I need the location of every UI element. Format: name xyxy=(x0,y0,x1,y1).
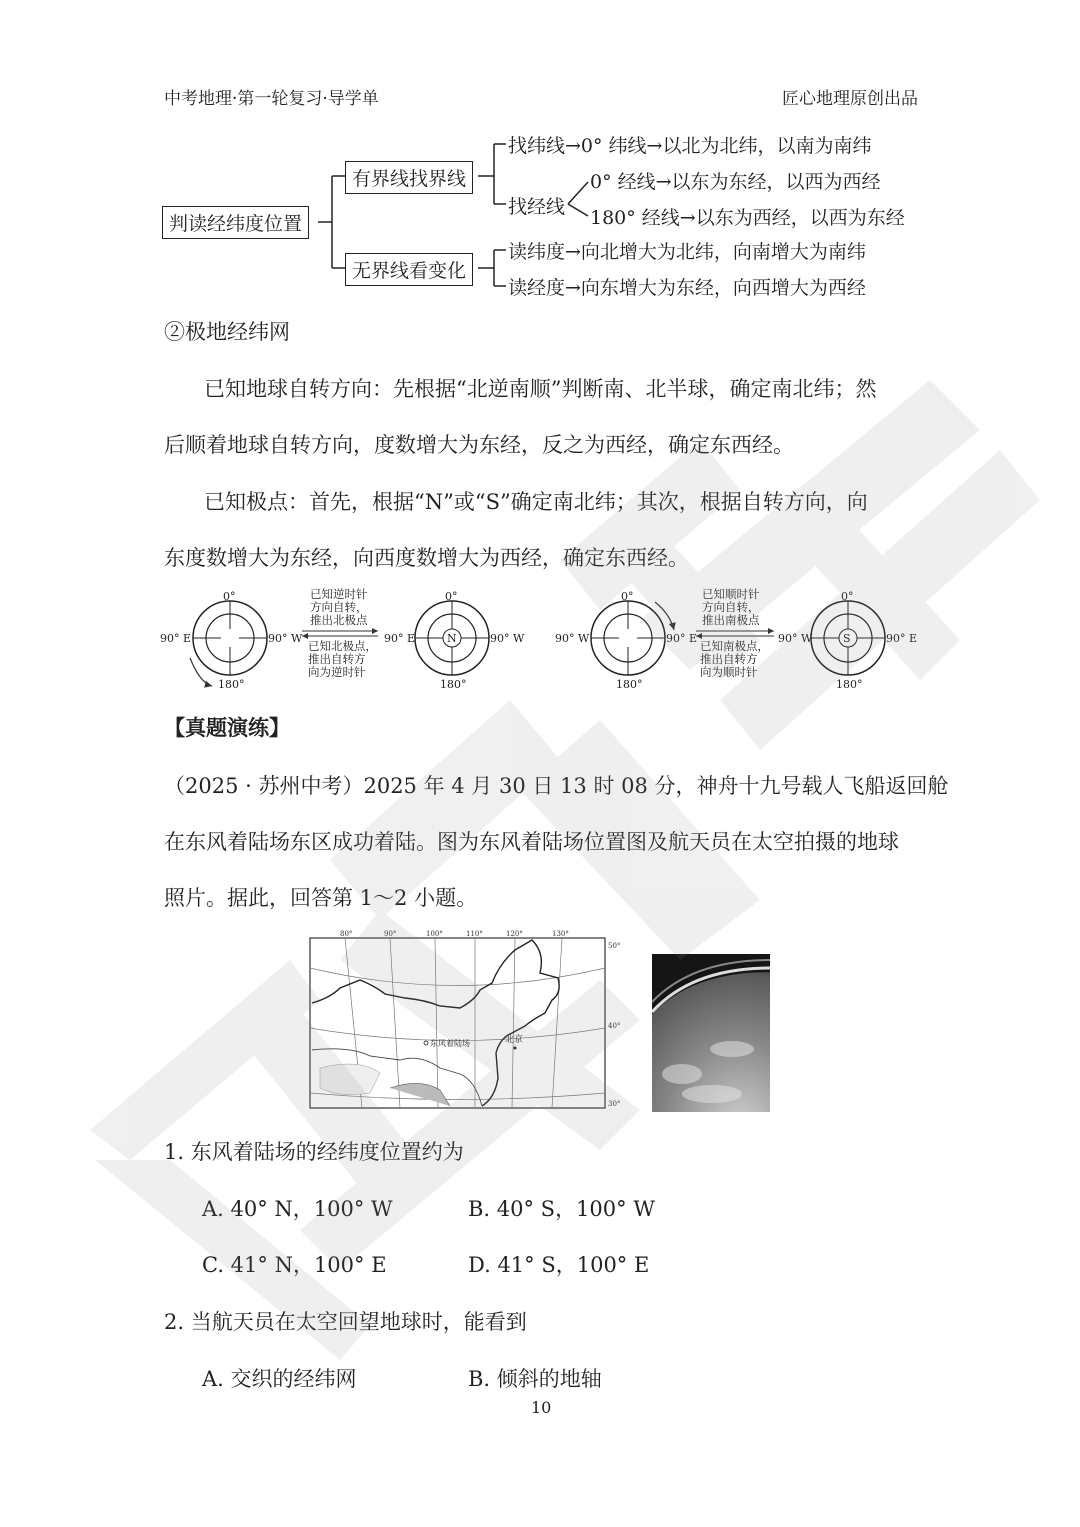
map-lon-90: 90° xyxy=(384,930,397,938)
circle2-left: 90° E xyxy=(384,632,416,645)
mindmap-read-longitude: 读经度→向东增大为东经，向西增大为西经 xyxy=(508,277,866,299)
polar-grid-diagram xyxy=(150,588,930,698)
mindmap-root: 判读经纬度位置 xyxy=(162,206,309,239)
circle2-top: 0° xyxy=(445,590,458,603)
arrow1-bottom-2: 推出自转方 xyxy=(308,652,366,666)
mindmap-branch-bounded: 有界线找界线 xyxy=(345,161,473,194)
arrow2-bottom-3: 向为顺时针 xyxy=(700,665,758,679)
paragraph-pole-line2: 东度数增大为东经，向西度数增大为西经，确定东西经。 xyxy=(164,546,689,570)
south-pole-label: S xyxy=(843,632,851,645)
map-city-label: 北京 xyxy=(505,1035,524,1045)
map-lon-100: 100° xyxy=(426,930,443,938)
question-1-option-a[interactable]: A. 40° N，100° W xyxy=(202,1197,393,1221)
mindmap-read-latitude: 读纬度→向北增大为北纬，向南增大为南纬 xyxy=(508,241,866,263)
arrow2-bottom-1: 已知南极点， xyxy=(700,639,769,653)
question-2-option-a[interactable]: A. 交织的经纬网 xyxy=(202,1367,357,1391)
mindmap-branch-unbounded: 无界线看变化 xyxy=(345,253,473,286)
mindmap-180-meridian-rule: 180° 经线→以东为西经，以西为东经 xyxy=(590,207,905,229)
arrow2-bottom-2: 推出自转方 xyxy=(700,652,758,666)
circle2-right: 90° W xyxy=(490,632,525,645)
practice-intro-line3: 照片。据此，回答第 1～2 小题。 xyxy=(164,886,478,910)
circle4-right: 90° E xyxy=(886,632,918,645)
circle1-right: 90° W xyxy=(268,632,303,645)
map-lat-50: 50° xyxy=(608,942,621,950)
mindmap-latitude-rule: 找纬线→0° 纬线→以北为北纬，以南为南纬 xyxy=(508,135,872,157)
arrow1-top-2: 方向自转， xyxy=(310,600,368,614)
polar-circle-south xyxy=(778,590,917,691)
practice-intro-line1: （2025 · 苏州中考）2025 年 4 月 30 日 13 时 08 分，神舟十九号载人飞船返回舱 xyxy=(164,774,949,798)
header-left: 中考地理·第一轮复习·导学单 xyxy=(164,89,379,109)
question-2-stem: 2. 当航天员在太空回望地球时，能看到 xyxy=(164,1310,527,1334)
question-1-option-d[interactable]: D. 41° S，100° E xyxy=(468,1253,650,1277)
circle4-bottom: 180° xyxy=(836,678,863,691)
map-site-label: 东风着陆场 xyxy=(430,1039,470,1048)
mindmap-longitude-label: 找经线 xyxy=(508,196,566,218)
question-1-option-b[interactable]: B. 40° S，100° W xyxy=(468,1197,655,1221)
section-title-polar-grid: ②极地经纬网 xyxy=(164,320,290,344)
circle3-right: 90° E xyxy=(666,632,698,645)
arrow1-bottom-1: 已知北极点， xyxy=(308,639,377,653)
map-lat-30: 30° xyxy=(608,1100,621,1108)
arrow2-top-3: 推出南极点 xyxy=(702,613,760,627)
page-number: 10 xyxy=(531,1398,552,1417)
circle2-bottom: 180° xyxy=(440,678,467,691)
mindmap-prime-meridian-rule: 0° 经线→以东为东经，以西为西经 xyxy=(590,171,881,193)
paragraph-rotation-line1: 已知地球自转方向：先根据“北逆南顺”判断南、北半球，确定南北纬；然 xyxy=(204,377,877,401)
landing-site-map xyxy=(300,928,630,1114)
paragraph-rotation-line2: 后顺着地球自转方向，度数增大为东经，反之为西经，确定东西经。 xyxy=(164,433,794,457)
polar-circle-north xyxy=(384,590,525,691)
map-lon-120: 120° xyxy=(506,930,523,938)
circle3-left: 90° W xyxy=(555,632,590,645)
polar-circle-right-1 xyxy=(555,590,697,691)
circle4-top: 0° xyxy=(841,590,854,603)
map-lat-40: 40° xyxy=(608,1022,621,1030)
circle3-bottom: 180° xyxy=(616,678,643,691)
map-lon-110: 110° xyxy=(466,930,483,938)
map-lon-80: 80° xyxy=(340,930,353,938)
polar-circle-left-1 xyxy=(160,590,303,691)
arrow2-top-1: 已知顺时针 xyxy=(702,588,760,601)
arrow1-bottom-3: 向为逆时针 xyxy=(308,665,366,679)
practice-intro-line2: 在东风着陆场东区成功着陆。图为东风着陆场位置图及航天员在太空拍摄的地球 xyxy=(164,830,899,854)
question-1-option-c[interactable]: C. 41° N，100° E xyxy=(202,1253,387,1277)
earth-from-space-photo xyxy=(652,954,770,1112)
question-1-stem: 1. 东风着陆场的经纬度位置约为 xyxy=(164,1140,464,1164)
arrow1-top-3: 推出北极点 xyxy=(310,613,368,627)
map-lon-130: 130° xyxy=(552,930,569,938)
header-right: 匠心地理原创出品 xyxy=(782,89,918,109)
paragraph-pole-line1: 已知极点：首先，根据“N”或“S”确定南北纬；其次，根据自转方向，向 xyxy=(204,490,868,514)
practice-title: 【真题演练】 xyxy=(164,715,290,740)
question-2-option-b[interactable]: B. 倾斜的地轴 xyxy=(468,1367,602,1391)
circle1-left: 90° E xyxy=(160,632,192,645)
circle1-bottom: 180° xyxy=(218,678,245,691)
circle4-left: 90° W xyxy=(778,632,813,645)
circle3-top: 0° xyxy=(621,590,634,603)
north-pole-label: N xyxy=(447,632,457,645)
arrow2-top-2: 方向自转， xyxy=(702,600,760,614)
arrow1-top-1: 已知逆时针 xyxy=(310,588,368,601)
circle1-top: 0° xyxy=(223,590,236,603)
